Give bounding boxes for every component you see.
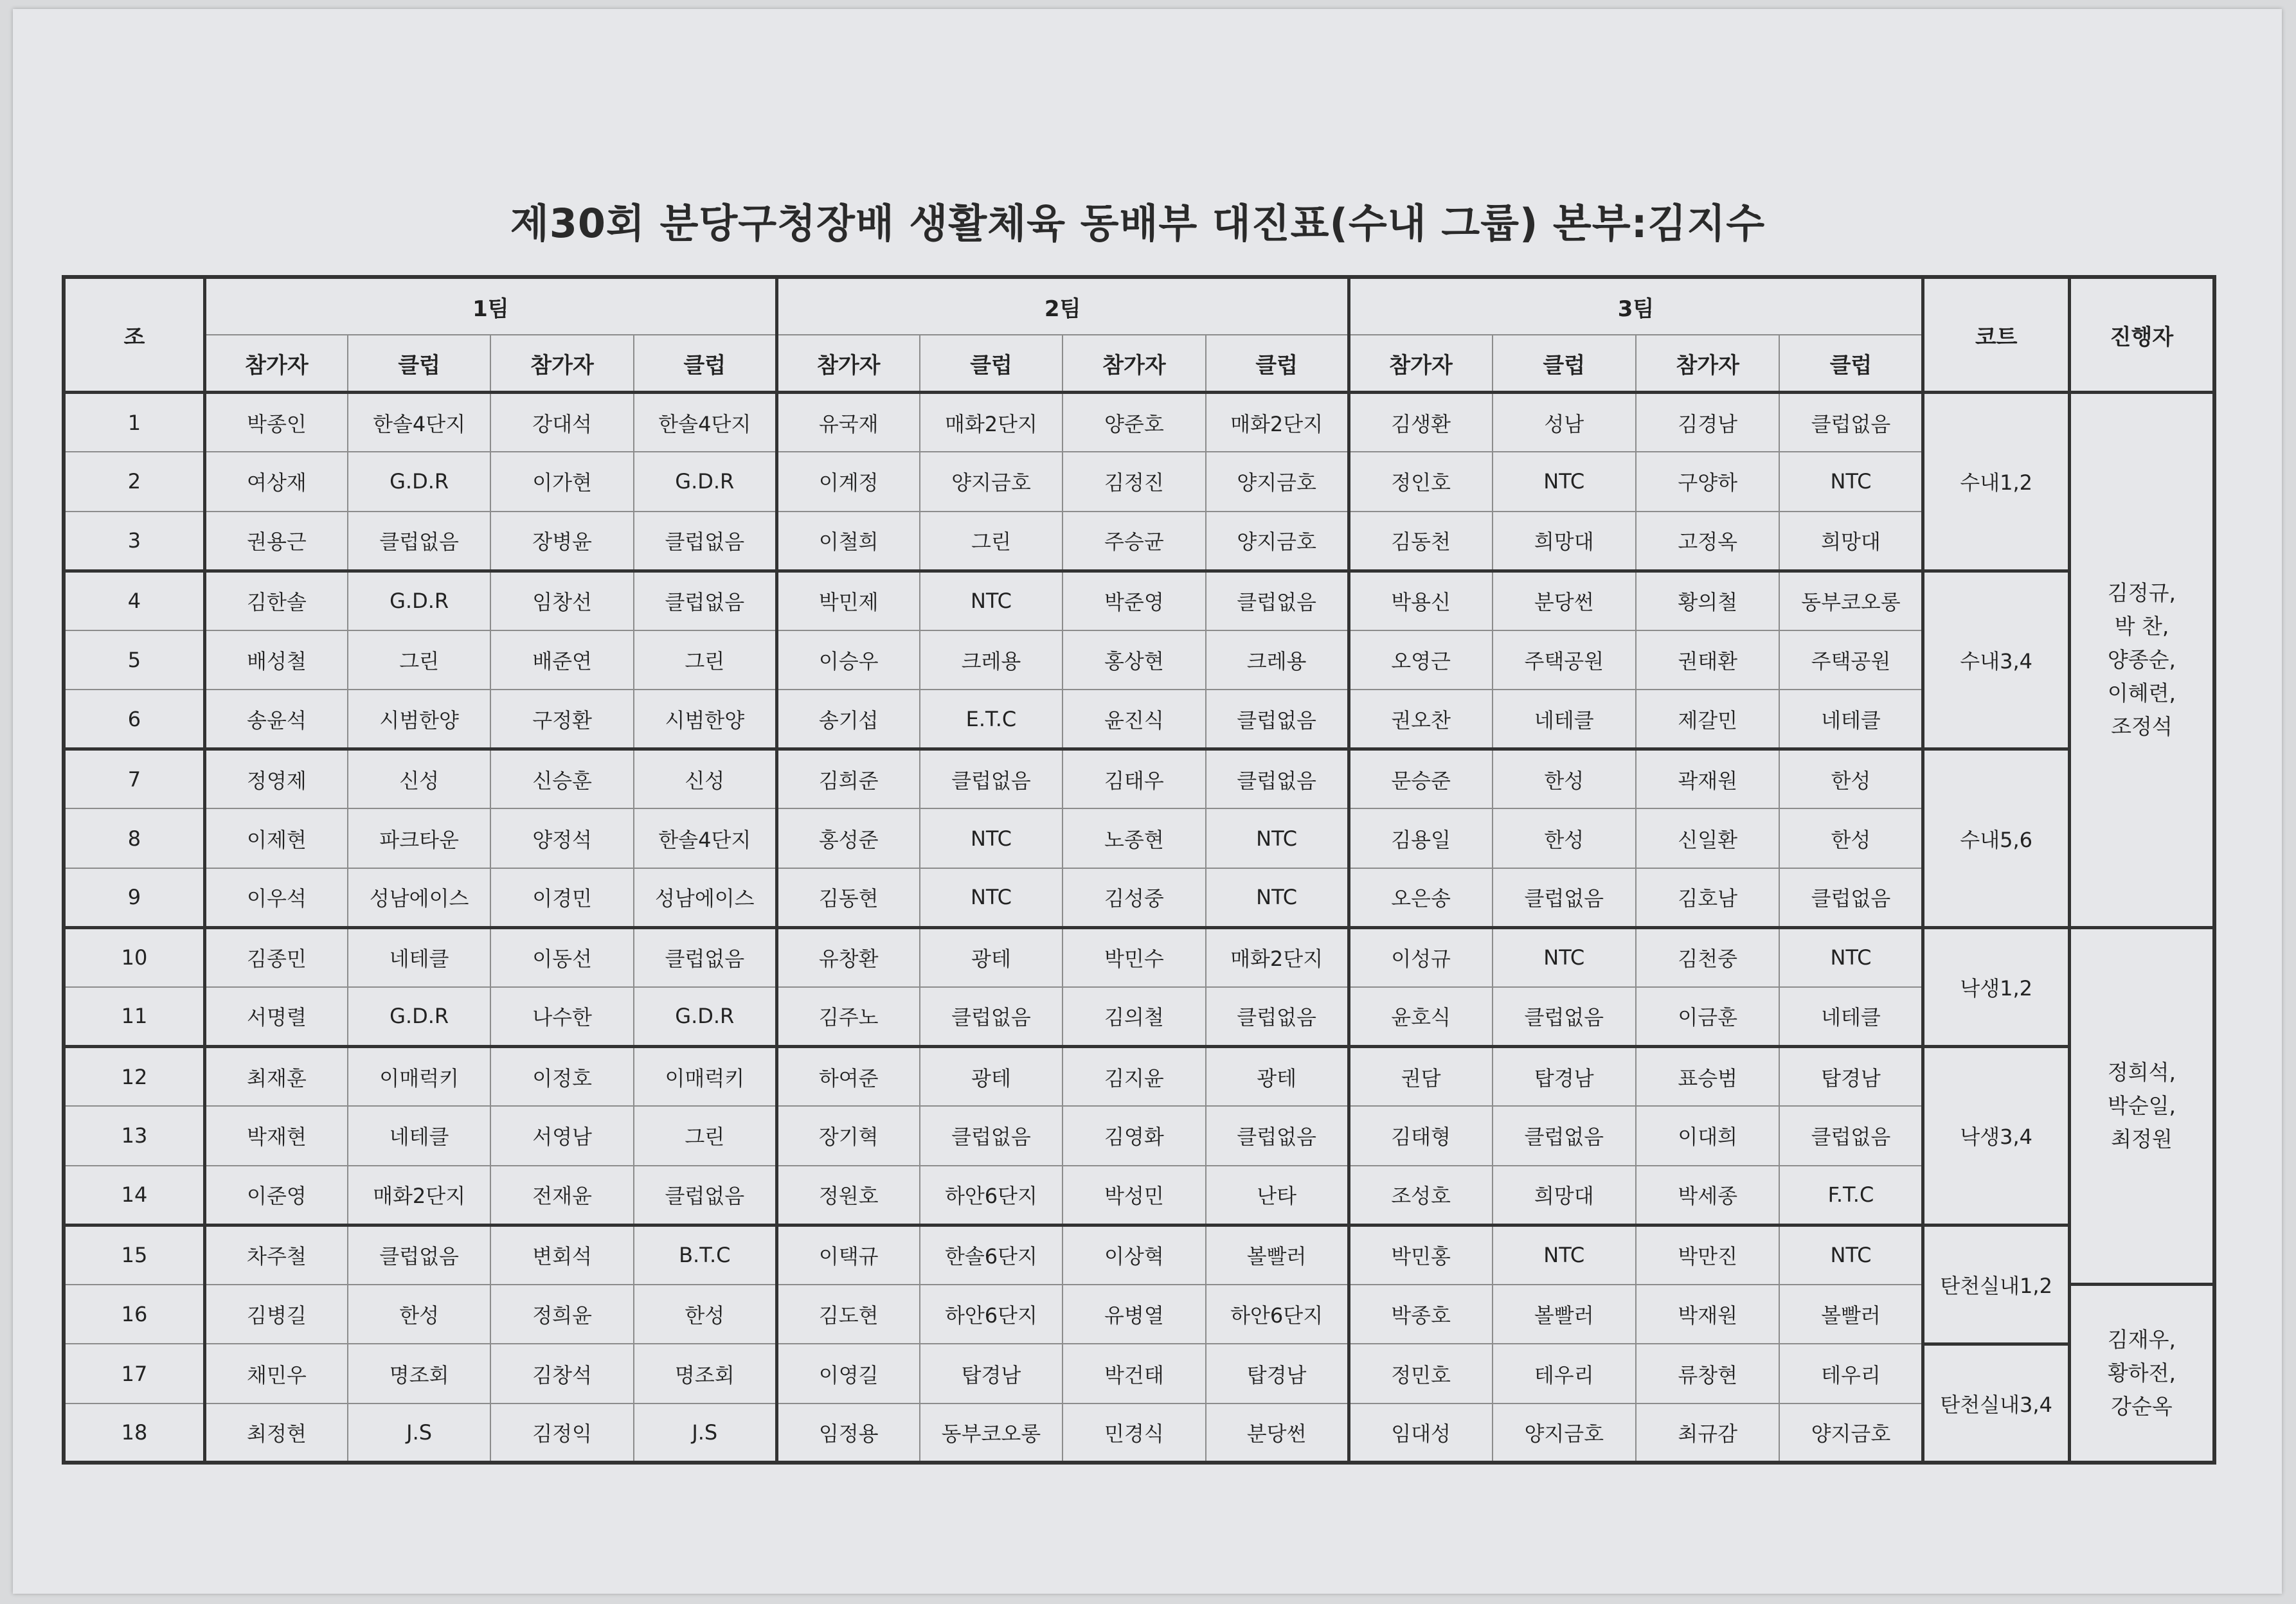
club-cell: 하안6단지 xyxy=(920,1166,1063,1225)
club-cell: NTC xyxy=(920,868,1063,928)
club-cell: 클럽없음 xyxy=(920,1106,1063,1166)
participant-cell: 강대석 xyxy=(490,393,633,452)
club-cell: 성남 xyxy=(1493,393,1636,452)
club-cell: 네테클 xyxy=(1779,987,1923,1047)
participant-cell: 박건태 xyxy=(1063,1344,1205,1404)
club-cell: 성남에이스 xyxy=(634,868,776,928)
table-row xyxy=(64,393,2214,452)
participant-cell: 유병열 xyxy=(1063,1285,1205,1344)
participant-cell: 채민우 xyxy=(204,1344,347,1404)
club-cell: NTC xyxy=(1206,868,1349,928)
participant-cell: 김의철 xyxy=(1063,987,1205,1047)
group-number: 3 xyxy=(64,512,204,571)
club-cell: NTC xyxy=(1493,927,1636,987)
participant-cell: 박재원 xyxy=(1636,1285,1779,1344)
club-cell: F.T.C xyxy=(1779,1166,1923,1225)
participant-cell: 오영근 xyxy=(1349,630,1492,690)
club-cell: 볼빨러 xyxy=(1493,1285,1636,1344)
court-cell: 수내3,4 xyxy=(1923,571,2069,749)
participant-cell: 표승범 xyxy=(1636,1047,1779,1107)
club-cell: 클럽없음 xyxy=(1206,749,1349,809)
club-cell: J.S xyxy=(348,1404,490,1463)
participant-cell: 이영길 xyxy=(776,1344,919,1404)
participant-cell: 이상혁 xyxy=(1063,1225,1205,1285)
club-cell: 희망대 xyxy=(1493,1166,1636,1225)
participant-cell: 권오찬 xyxy=(1349,690,1492,749)
club-cell: 그린 xyxy=(634,630,776,690)
club-cell: 클럽없음 xyxy=(920,987,1063,1047)
club-cell: 클럽없음 xyxy=(1206,987,1349,1047)
club-cell: 탑경남 xyxy=(920,1344,1063,1404)
participant-cell: 박종호 xyxy=(1349,1285,1492,1344)
participant-cell: 김주노 xyxy=(776,987,919,1047)
group-number: 12 xyxy=(64,1047,204,1107)
court-cell: 낙생3,4 xyxy=(1923,1047,2069,1225)
participant-cell: 이택규 xyxy=(776,1225,919,1285)
group-number: 6 xyxy=(64,690,204,749)
club-cell: 양지금호 xyxy=(1206,512,1349,571)
participant-cell: 김용일 xyxy=(1349,808,1492,868)
participant-cell: 장병윤 xyxy=(490,512,633,571)
participant-cell: 박만진 xyxy=(1636,1225,1779,1285)
participant-cell: 송기섭 xyxy=(776,690,919,749)
club-cell: 양지금호 xyxy=(1206,452,1349,512)
club-cell: G.D.R xyxy=(348,571,490,630)
club-cell: 클럽없음 xyxy=(348,512,490,571)
participant-cell: 김경남 xyxy=(1636,393,1779,452)
participant-cell: 이정호 xyxy=(490,1047,633,1107)
group-number: 13 xyxy=(64,1106,204,1166)
club-cell: G.D.R xyxy=(634,452,776,512)
club-cell: 분당썬 xyxy=(1206,1404,1349,1463)
participant-cell: 김정진 xyxy=(1063,452,1205,512)
club-cell: 파크타운 xyxy=(348,808,490,868)
club-cell: J.S xyxy=(634,1404,776,1463)
header-participant: 참가자 xyxy=(204,335,347,393)
club-cell: NTC xyxy=(1779,1225,1923,1285)
table-row xyxy=(64,1225,2214,1285)
page-title: 제30회 분당구청장배 생활체육 동배부 대진표(수내 그룹) 본부:김지수 xyxy=(510,200,1766,247)
participant-cell: 유창환 xyxy=(776,927,919,987)
participant-cell: 김희준 xyxy=(776,749,919,809)
participant-cell: 윤진식 xyxy=(1063,690,1205,749)
club-cell: 분당썬 xyxy=(1493,571,1636,630)
table-row xyxy=(64,927,2214,987)
participant-cell: 주승균 xyxy=(1063,512,1205,571)
court-cell: 수내1,2 xyxy=(1923,393,2069,571)
club-cell: G.D.R xyxy=(348,452,490,512)
header-participant: 참가자 xyxy=(1636,335,1779,393)
participant-cell: 이성규 xyxy=(1349,927,1492,987)
participant-cell: 민경식 xyxy=(1063,1404,1205,1463)
participant-cell: 배성철 xyxy=(204,630,347,690)
participant-cell: 박세종 xyxy=(1636,1166,1779,1225)
club-cell: 그린 xyxy=(348,630,490,690)
club-cell: 클럽없음 xyxy=(1493,868,1636,928)
club-cell: 광테 xyxy=(1206,1047,1349,1107)
header-club: 클럽 xyxy=(1779,335,1923,393)
participant-cell: 정원호 xyxy=(776,1166,919,1225)
participant-cell: 윤호식 xyxy=(1349,987,1492,1047)
group-number: 4 xyxy=(64,571,204,630)
participant-cell: 장기혁 xyxy=(776,1106,919,1166)
club-cell: 테우리 xyxy=(1493,1344,1636,1404)
group-number: 10 xyxy=(64,927,204,987)
participant-cell: 정인호 xyxy=(1349,452,1492,512)
club-cell: 클럽없음 xyxy=(1779,1106,1923,1166)
table-row xyxy=(64,987,2214,1047)
club-cell: G.D.R xyxy=(634,987,776,1047)
group-number: 17 xyxy=(64,1344,204,1404)
club-cell: 신성 xyxy=(634,749,776,809)
table-row xyxy=(64,452,2214,512)
club-cell: 클럽없음 xyxy=(1779,868,1923,928)
participant-cell: 박용신 xyxy=(1349,571,1492,630)
club-cell: 희망대 xyxy=(1493,512,1636,571)
participant-cell: 김영화 xyxy=(1063,1106,1205,1166)
club-cell: 탑경남 xyxy=(1206,1344,1349,1404)
table-row xyxy=(64,630,2214,690)
club-cell: 이매럭키 xyxy=(634,1047,776,1107)
participant-cell: 박민홍 xyxy=(1349,1225,1492,1285)
group-number: 15 xyxy=(64,1225,204,1285)
participant-cell: 류창현 xyxy=(1636,1344,1779,1404)
participant-cell: 차주철 xyxy=(204,1225,347,1285)
club-cell: 시범한양 xyxy=(348,690,490,749)
participant-cell: 김도현 xyxy=(776,1285,919,1344)
club-cell: 클럽없음 xyxy=(1493,987,1636,1047)
club-cell: 주택공원 xyxy=(1779,630,1923,690)
court-cell: 탄천실내1,2 xyxy=(1923,1225,2069,1344)
participant-cell: 김동천 xyxy=(1349,512,1492,571)
participant-cell: 정희윤 xyxy=(490,1285,633,1344)
header-participant: 참가자 xyxy=(1063,335,1205,393)
participant-cell: 김호남 xyxy=(1636,868,1779,928)
participant-cell: 최재훈 xyxy=(204,1047,347,1107)
table-row xyxy=(64,1404,2214,1463)
participant-cell: 이우석 xyxy=(204,868,347,928)
participant-cell: 김창석 xyxy=(490,1344,633,1404)
club-cell: 한성 xyxy=(634,1285,776,1344)
club-cell: 한솔4단지 xyxy=(634,808,776,868)
participant-cell: 양정석 xyxy=(490,808,633,868)
participant-cell: 이대희 xyxy=(1636,1106,1779,1166)
participant-cell: 나수한 xyxy=(490,987,633,1047)
club-cell: 매화2단지 xyxy=(920,393,1063,452)
court-cell: 낙생1,2 xyxy=(1923,927,2069,1046)
club-cell: E.T.C xyxy=(920,690,1063,749)
group-number: 18 xyxy=(64,1404,204,1463)
participant-cell: 박민제 xyxy=(776,571,919,630)
club-cell: 매화2단지 xyxy=(348,1166,490,1225)
header-club: 클럽 xyxy=(348,335,490,393)
club-cell: 볼빨러 xyxy=(1779,1285,1923,1344)
club-cell: 양지금호 xyxy=(920,452,1063,512)
participant-cell: 변회석 xyxy=(490,1225,633,1285)
participant-cell: 정민호 xyxy=(1349,1344,1492,1404)
table-row xyxy=(64,1285,2214,1344)
table-row xyxy=(64,1344,2214,1404)
participant-cell: 유국재 xyxy=(776,393,919,452)
header-participant: 참가자 xyxy=(490,335,633,393)
club-cell: 이매럭키 xyxy=(348,1047,490,1107)
participant-cell: 김지윤 xyxy=(1063,1047,1205,1107)
club-cell: 광테 xyxy=(920,927,1063,987)
club-cell: 양지금호 xyxy=(1779,1404,1923,1463)
header-participant: 참가자 xyxy=(776,335,919,393)
header-group: 조 xyxy=(64,277,204,393)
participant-cell: 김동현 xyxy=(776,868,919,928)
participant-cell: 김천중 xyxy=(1636,927,1779,987)
table-row xyxy=(64,1106,2214,1166)
header-participant: 참가자 xyxy=(1349,335,1492,393)
header-club: 클럽 xyxy=(920,335,1063,393)
participant-cell: 김태우 xyxy=(1063,749,1205,809)
participant-cell: 홍상현 xyxy=(1063,630,1205,690)
header-team1: 1팀 xyxy=(204,277,776,335)
participant-cell: 여상재 xyxy=(204,452,347,512)
progressor-cell: 김재우, 황하전, 강순옥 xyxy=(2069,1285,2214,1463)
participant-cell: 정영제 xyxy=(204,749,347,809)
participant-cell: 이철희 xyxy=(776,512,919,571)
club-cell: 탑경남 xyxy=(1493,1047,1636,1107)
participant-cell: 이제현 xyxy=(204,808,347,868)
club-cell: 매화2단지 xyxy=(1206,927,1349,987)
participant-cell: 박성민 xyxy=(1063,1166,1205,1225)
club-cell: 탑경남 xyxy=(1779,1047,1923,1107)
bracket-table xyxy=(62,275,2216,1465)
participant-cell: 곽재원 xyxy=(1636,749,1779,809)
club-cell: 클럽없음 xyxy=(634,1166,776,1225)
club-cell: 클럽없음 xyxy=(634,927,776,987)
club-cell: 한성 xyxy=(1779,808,1923,868)
participant-cell: 고정옥 xyxy=(1636,512,1779,571)
club-cell: 클럽없음 xyxy=(348,1225,490,1285)
club-cell: 클럽없음 xyxy=(1206,1106,1349,1166)
participant-cell: 구양하 xyxy=(1636,452,1779,512)
club-cell: 시범한양 xyxy=(634,690,776,749)
club-cell: NTC xyxy=(1493,1225,1636,1285)
club-cell: 희망대 xyxy=(1779,512,1923,571)
club-cell: G.D.R xyxy=(348,987,490,1047)
participant-cell: 박재현 xyxy=(204,1106,347,1166)
court-cell: 탄천실내3,4 xyxy=(1923,1344,2069,1463)
club-cell: NTC xyxy=(1493,452,1636,512)
participant-cell: 이금훈 xyxy=(1636,987,1779,1047)
club-cell: 한성 xyxy=(1493,749,1636,809)
table-row xyxy=(64,571,2214,630)
club-cell: B.T.C xyxy=(634,1225,776,1285)
club-cell: 네테클 xyxy=(348,927,490,987)
club-cell: 테우리 xyxy=(1779,1344,1923,1404)
club-cell: 동부코오롱 xyxy=(1779,571,1923,630)
participant-cell: 전재윤 xyxy=(490,1166,633,1225)
participant-cell: 이계정 xyxy=(776,452,919,512)
court-cell: 수내5,6 xyxy=(1923,749,2069,928)
participant-cell: 이가현 xyxy=(490,452,633,512)
participant-cell: 임대성 xyxy=(1349,1404,1492,1463)
header-club: 클럽 xyxy=(634,335,776,393)
club-cell: 주택공원 xyxy=(1493,630,1636,690)
table-row xyxy=(64,1166,2214,1225)
group-number: 8 xyxy=(64,808,204,868)
club-cell: 한솔6단지 xyxy=(920,1225,1063,1285)
participant-cell: 김한솔 xyxy=(204,571,347,630)
participant-cell: 이경민 xyxy=(490,868,633,928)
club-cell: 볼빨러 xyxy=(1206,1225,1349,1285)
participant-cell: 송윤석 xyxy=(204,690,347,749)
participant-cell: 조성호 xyxy=(1349,1166,1492,1225)
club-cell: 매화2단지 xyxy=(1206,393,1349,452)
club-cell: 한솔4단지 xyxy=(348,393,490,452)
group-number: 7 xyxy=(64,749,204,809)
club-cell: 한성 xyxy=(348,1285,490,1344)
club-cell: 클럽없음 xyxy=(634,571,776,630)
participant-cell: 박민수 xyxy=(1063,927,1205,987)
club-cell: 클럽없음 xyxy=(1206,571,1349,630)
club-cell: 네테클 xyxy=(1493,690,1636,749)
participant-cell: 김정익 xyxy=(490,1404,633,1463)
participant-cell: 신승훈 xyxy=(490,749,633,809)
group-number: 9 xyxy=(64,868,204,928)
participant-cell: 김병길 xyxy=(204,1285,347,1344)
club-cell: 한솔4단지 xyxy=(634,393,776,452)
progressor-cell: 정희석, 박순일, 최정원 xyxy=(2069,927,2214,1284)
participant-cell: 제갈민 xyxy=(1636,690,1779,749)
table-row xyxy=(64,868,2214,928)
participant-cell: 이동선 xyxy=(490,927,633,987)
participant-cell: 오은송 xyxy=(1349,868,1492,928)
table-row xyxy=(64,1047,2214,1107)
group-number: 2 xyxy=(64,452,204,512)
participant-cell: 신일환 xyxy=(1636,808,1779,868)
progressor-cell: 김정규, 박 찬, 양종순, 이혜련, 조정석 xyxy=(2069,393,2214,928)
club-cell: NTC xyxy=(920,808,1063,868)
club-cell: 클럽없음 xyxy=(1493,1106,1636,1166)
club-cell: 하안6단지 xyxy=(920,1285,1063,1344)
club-cell: 난타 xyxy=(1206,1166,1349,1225)
participant-cell: 홍성준 xyxy=(776,808,919,868)
table-row xyxy=(64,512,2214,571)
participant-cell: 배준연 xyxy=(490,630,633,690)
club-cell: 크레용 xyxy=(920,630,1063,690)
participant-cell: 노종현 xyxy=(1063,808,1205,868)
participant-cell: 임창선 xyxy=(490,571,633,630)
participant-cell: 구정환 xyxy=(490,690,633,749)
participant-cell: 임정용 xyxy=(776,1404,919,1463)
group-number: 11 xyxy=(64,987,204,1047)
group-number: 14 xyxy=(64,1166,204,1225)
header-progress: 진행자 xyxy=(2069,277,2214,393)
club-cell: NTC xyxy=(1779,452,1923,512)
club-cell: 동부코오롱 xyxy=(920,1404,1063,1463)
participant-cell: 이승우 xyxy=(776,630,919,690)
paper-sheet xyxy=(13,9,2282,1594)
club-cell: 네테클 xyxy=(1779,690,1923,749)
participant-cell: 황의철 xyxy=(1636,571,1779,630)
club-cell: 광테 xyxy=(920,1047,1063,1107)
participant-cell: 권담 xyxy=(1349,1047,1492,1107)
participant-cell: 김생환 xyxy=(1349,393,1492,452)
club-cell: 성남에이스 xyxy=(348,868,490,928)
participant-cell: 이준영 xyxy=(204,1166,347,1225)
club-cell: 크레용 xyxy=(1206,630,1349,690)
participant-cell: 박준영 xyxy=(1063,571,1205,630)
club-cell: 네테클 xyxy=(348,1106,490,1166)
club-cell: 클럽없음 xyxy=(634,512,776,571)
club-cell: NTC xyxy=(1206,808,1349,868)
participant-cell: 서명렬 xyxy=(204,987,347,1047)
header-team3: 3팀 xyxy=(1349,277,1923,335)
club-cell: 그린 xyxy=(634,1106,776,1166)
header-club: 클럽 xyxy=(1493,335,1636,393)
participant-cell: 김성중 xyxy=(1063,868,1205,928)
club-cell: NTC xyxy=(1779,927,1923,987)
club-cell: 그린 xyxy=(920,512,1063,571)
club-cell: 한성 xyxy=(1493,808,1636,868)
header-court: 코트 xyxy=(1923,277,2069,393)
participant-cell: 최규감 xyxy=(1636,1404,1779,1463)
participant-cell: 최정현 xyxy=(204,1404,347,1463)
club-cell: 클럽없음 xyxy=(920,749,1063,809)
club-cell: 명조회 xyxy=(634,1344,776,1404)
club-cell: 클럽없음 xyxy=(1206,690,1349,749)
participant-cell: 김종민 xyxy=(204,927,347,987)
participant-cell: 권용근 xyxy=(204,512,347,571)
participant-cell: 하여준 xyxy=(776,1047,919,1107)
participant-cell: 문승준 xyxy=(1349,749,1492,809)
header-club: 클럽 xyxy=(1206,335,1349,393)
participant-cell: 권태환 xyxy=(1636,630,1779,690)
table-row xyxy=(64,749,2214,809)
participant-cell: 양준호 xyxy=(1063,393,1205,452)
club-cell: 신성 xyxy=(348,749,490,809)
table-row xyxy=(64,808,2214,868)
group-number: 5 xyxy=(64,630,204,690)
club-cell: NTC xyxy=(920,571,1063,630)
header-team2: 2팀 xyxy=(776,277,1349,335)
group-number: 1 xyxy=(64,393,204,452)
table-row xyxy=(64,690,2214,749)
club-cell: 클럽없음 xyxy=(1779,393,1923,452)
participant-cell: 서영남 xyxy=(490,1106,633,1166)
club-cell: 명조회 xyxy=(348,1344,490,1404)
participant-cell: 박종인 xyxy=(204,393,347,452)
group-number: 16 xyxy=(64,1285,204,1344)
club-cell: 하안6단지 xyxy=(1206,1285,1349,1344)
participant-cell: 김태형 xyxy=(1349,1106,1492,1166)
club-cell: 한성 xyxy=(1779,749,1923,809)
club-cell: 양지금호 xyxy=(1493,1404,1636,1463)
